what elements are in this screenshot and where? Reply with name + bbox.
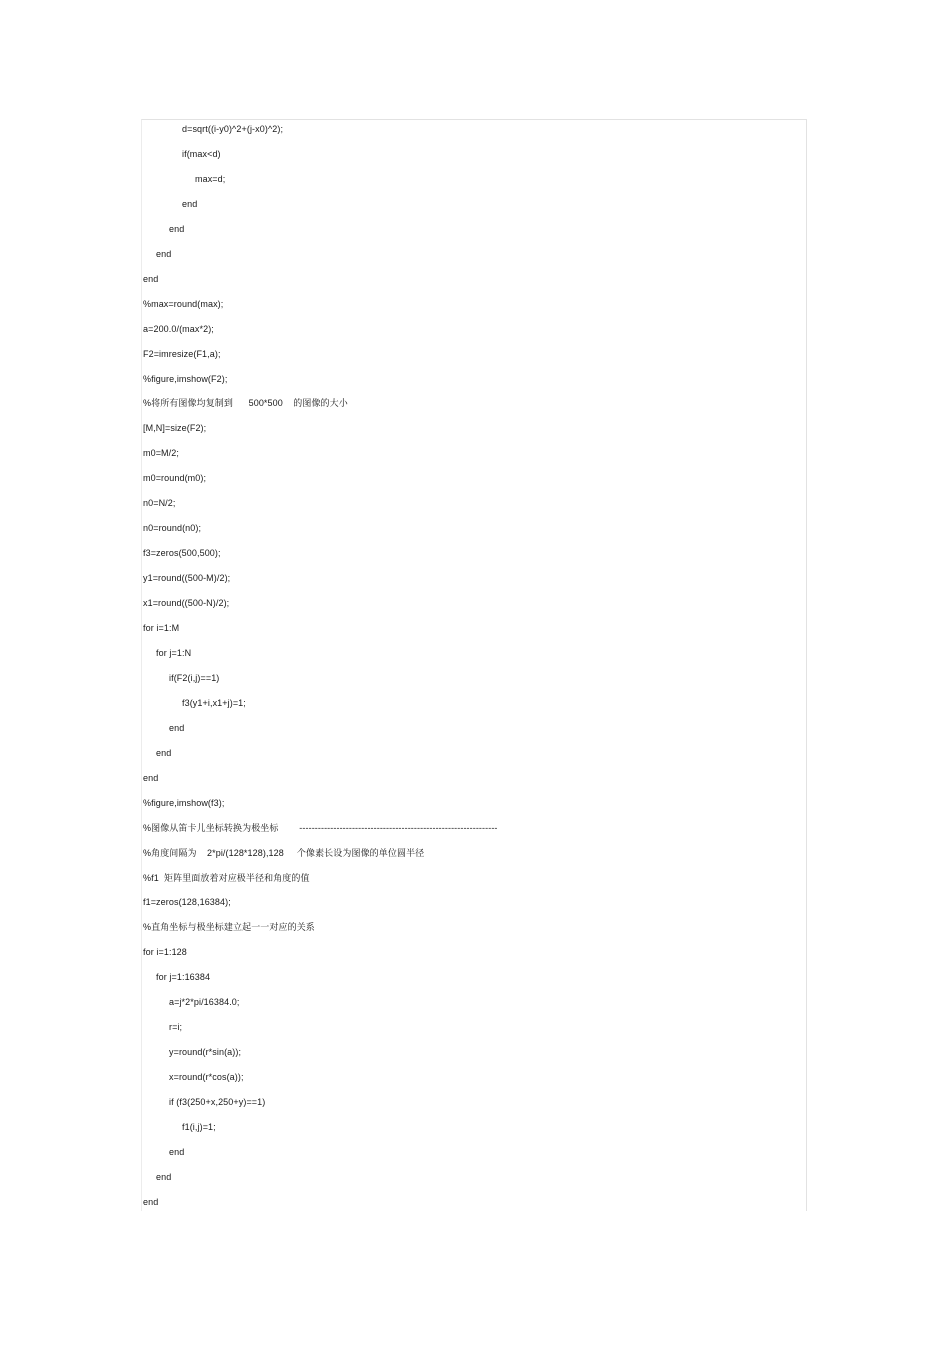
code-line: y1=round((500-M)/2); (143, 573, 231, 584)
code-line: %直角坐标与极坐标建立起一一对应的关系 (143, 922, 315, 933)
code-line: %角度间隔为 2*pi/(128*128),128 个像素长设为图像的单位圆半径 (143, 847, 425, 858)
code-line: end (143, 273, 159, 284)
code-line: end (156, 747, 172, 758)
code-line: end (182, 198, 198, 209)
code-line: a=j*2*pi/16384.0; (169, 997, 240, 1008)
code-line: y=round(r*sin(a)); (169, 1047, 242, 1058)
code-line: m0=M/2; (143, 448, 179, 459)
code-line: end (169, 223, 185, 234)
code-line: x=round(r*cos(a)); (169, 1072, 244, 1083)
code-line: if (f3(250+x,250+y)==1) (169, 1097, 266, 1108)
code-line: end (169, 722, 185, 733)
code-line: F2=imresize(F1,a); (143, 348, 221, 359)
code-line: end (143, 772, 159, 783)
code-line: f3(y1+i,x1+j)=1; (182, 697, 246, 708)
code-line: for i=1:128 (143, 947, 187, 958)
code-line: %max=round(max); (143, 298, 224, 309)
code-line: n0=N/2; (143, 498, 176, 509)
code-line: d=sqrt((i-y0)^2+(j-x0)^2); (182, 124, 284, 134)
code-line: [M,N]=size(F2); (143, 423, 207, 434)
code-line: a=200.0/(max*2); (143, 323, 214, 334)
code-line: r=i; (169, 1022, 183, 1033)
code-line: %figure,imshow(f3); (143, 797, 225, 808)
code-line: end (156, 1171, 172, 1182)
code-line: for j=1:16384 (156, 972, 211, 983)
code-line: f1=zeros(128,16384); (143, 897, 231, 908)
code-line: n0=round(n0); (143, 523, 202, 534)
code-line: end (156, 248, 172, 259)
code-line: %图像从笛卡儿坐标转换为极坐标 ---------------------------------------------------------------- (143, 822, 498, 833)
code-line: m0=round(m0); (143, 473, 207, 484)
code-line: max=d; (195, 173, 226, 184)
code-line: for j=1:N (156, 647, 192, 658)
code-line: f3=zeros(500,500); (143, 548, 221, 559)
code-line: x1=round((500-N)/2); (143, 598, 230, 609)
code-line: %figure,imshow(F2); (143, 373, 228, 384)
code-line: end (169, 1146, 185, 1157)
code-line: for i=1:M (143, 623, 180, 633)
code-line: %f1 矩阵里面放着对应极半径和角度的值 (143, 872, 310, 883)
code-line: %将所有图像均复制到 500*500 的图像的大小 (143, 398, 348, 409)
code-line: end (143, 1196, 159, 1207)
code-line: if(max<d) (182, 148, 221, 159)
code-line: if(F2(i,j)==1) (169, 672, 220, 683)
code-line: f1(i,j)=1; (182, 1122, 216, 1132)
